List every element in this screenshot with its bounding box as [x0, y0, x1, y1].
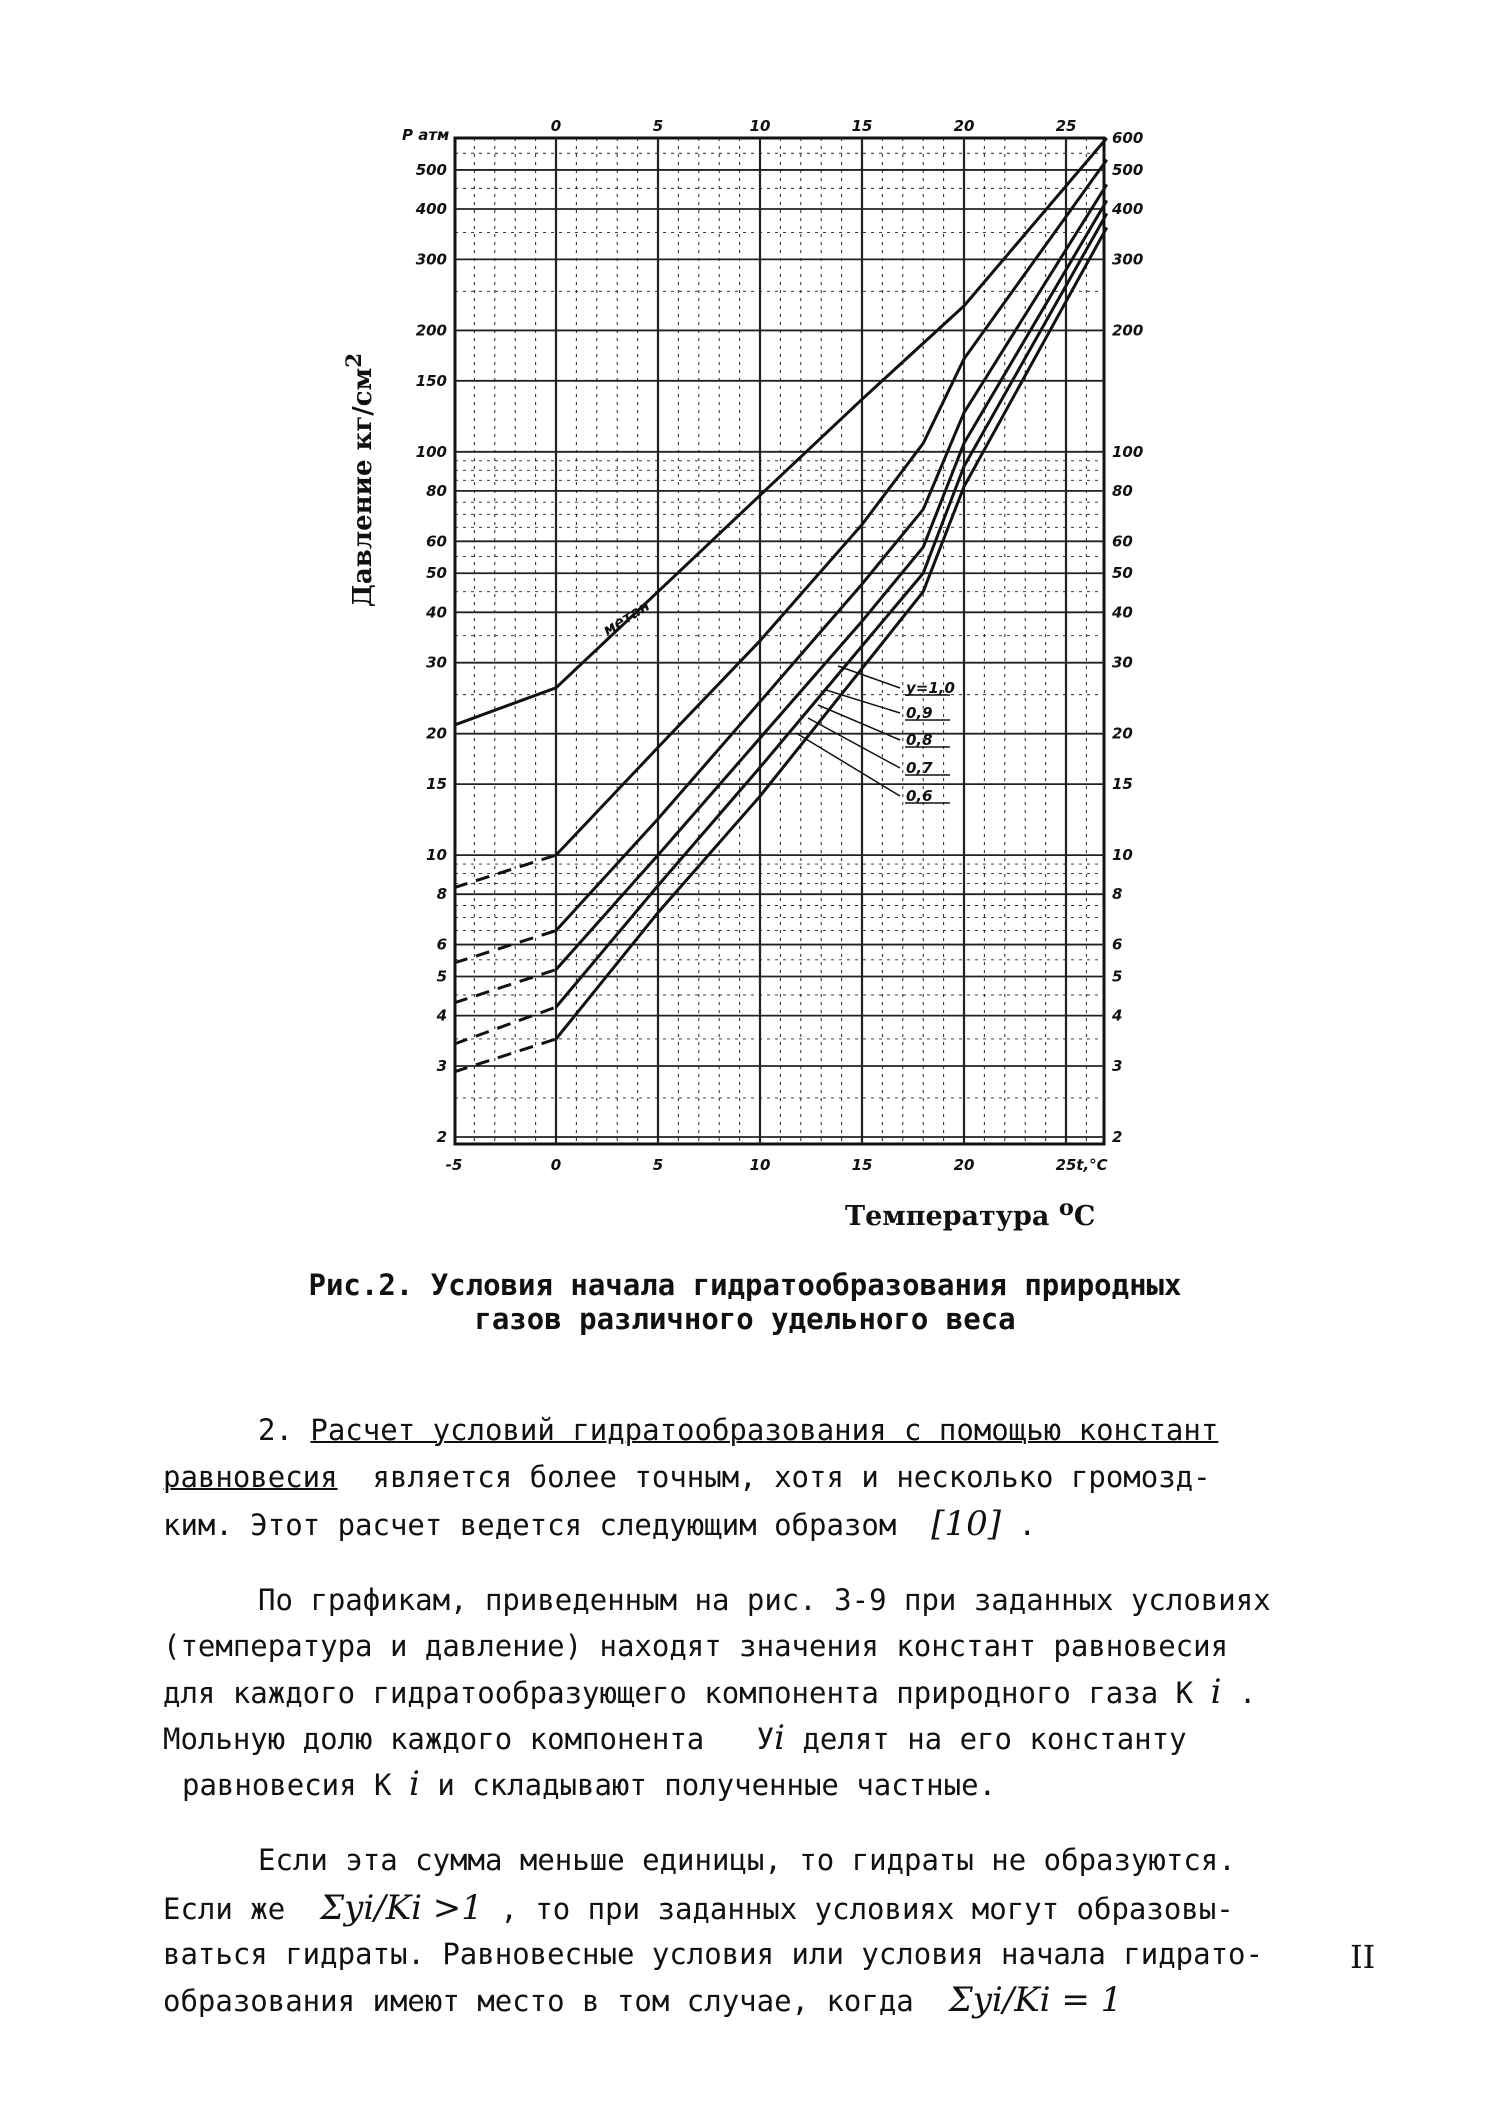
y-tick-left: 80 — [426, 481, 447, 500]
annotation-gravity: 0,7 — [906, 759, 933, 777]
formula-sum-gt-1: Σyi/Ki >1 — [320, 1888, 483, 1928]
para2-line4: Мольную долю каждого компонента Уi делят на его константу — [163, 1718, 1187, 1758]
y-tick-right: 4 — [1112, 1006, 1123, 1025]
y-tick-left: 10 — [426, 846, 447, 865]
annotation-leader — [796, 733, 900, 796]
y-tick-right: 400 — [1112, 200, 1144, 219]
y-tick-right: 6 — [1112, 935, 1123, 954]
y-tick-left: 500 — [415, 160, 447, 179]
y-tick-left: 20 — [426, 724, 447, 743]
y-tick-right: 10 — [1112, 846, 1133, 865]
para3-line3: ваться гидраты. Равновесные условия или условия начала гидрато- — [163, 1937, 1263, 1971]
section2-line2: ким. Этот расчет ведется следующим образом [10] . — [163, 1504, 1036, 1544]
x-tick-bottom: 0 — [550, 1156, 562, 1174]
y-tick-left: 8 — [436, 885, 447, 904]
y-tick-left: 2 — [436, 1128, 447, 1146]
y-tick-left: 300 — [415, 250, 447, 269]
section2-heading-part2: равновесия — [163, 1460, 338, 1494]
y-tick-right: 60 — [1112, 532, 1133, 551]
y-tick-left: 50 — [426, 564, 447, 583]
section2-heading-part1: Расчет условий гидратообразования с помощью констант — [310, 1413, 1219, 1447]
y-tick-left: 100 — [415, 442, 447, 461]
annotation-gravity: 0,8 — [906, 731, 933, 749]
y-tick-left: 60 — [426, 532, 447, 551]
y-tick-right: 3 — [1112, 1056, 1123, 1075]
y-tick-left: 3 — [436, 1056, 447, 1075]
x-tick-bottom: 10 — [749, 1156, 771, 1174]
curve-dashed-0,6 — [454, 855, 556, 888]
y-tick-right: 80 — [1112, 481, 1133, 500]
para2-line2: (температура и давление) находят значения констант равновесия — [163, 1629, 1229, 1663]
page-number: II — [1350, 1938, 1376, 1976]
curve-0,6 — [556, 160, 1107, 855]
x-tick-top: 10 — [749, 117, 771, 135]
x-axis-title: Температура $^o$C — [845, 1195, 1096, 1232]
figure-caption-line1: Рис.2. Условия начала гидратообразования природных — [308, 1268, 1182, 1302]
y-axis-title: Давление $кг/см^2$ — [342, 352, 378, 608]
curve-dashed-0,7 — [454, 931, 556, 963]
para2-line3: для каждого гидратообразующего компонента природного газа К i . — [163, 1672, 1257, 1712]
curve-dashed-y=1,0 — [454, 1039, 556, 1072]
y-tick-right: 20 — [1112, 724, 1133, 743]
y-tick-left: 200 — [415, 321, 447, 340]
x-unit-label: t,°C — [1076, 1156, 1108, 1174]
x-tick-bottom: -5 — [445, 1156, 463, 1174]
y-tick-right: 50 — [1112, 564, 1133, 583]
para3-line4: образования имеют место в том случае, когда Σyi/Ki = 1 — [163, 1980, 1123, 2020]
x-tick-top: 25 — [1055, 117, 1077, 135]
y-tick-left: 4 — [436, 1006, 447, 1025]
y-tick-left: 30 — [426, 653, 447, 672]
y-tick-left: 150 — [415, 371, 447, 390]
para3-line2: Если же Σyi/Ki >1 , то при заданных условиях могут образовы- — [163, 1888, 1234, 1928]
x-tick-bottom: 20 — [953, 1156, 975, 1174]
section2-line1: равновесия является более точным, хотя и несколько громозд- — [163, 1460, 1211, 1494]
y-tick-right: 40 — [1112, 603, 1133, 622]
y-tick-right: 8 — [1112, 885, 1123, 904]
y-tick-left: 15 — [426, 775, 447, 794]
y-tick-right: 300 — [1112, 250, 1144, 269]
y-tick-left: 6 — [436, 935, 447, 954]
annotation-gravity: 0,9 — [906, 704, 933, 722]
x-tick-bottom: 15 — [851, 1156, 873, 1174]
para2-line1: По графикам, приведенным на рис. 3-9 при заданных условиях — [258, 1583, 1271, 1617]
annotation-leader — [818, 705, 900, 740]
annotation-gravity: y=1,0 — [906, 679, 955, 697]
annotation-gravity: 0,6 — [906, 787, 933, 805]
y-tick-right: 600 — [1112, 129, 1144, 147]
para3-line1: Если эта сумма меньше единицы, то гидраты не образуются. — [258, 1843, 1236, 1877]
x-tick-top: 0 — [550, 117, 562, 135]
y-tick-right: 5 — [1112, 967, 1123, 986]
curve-dashed-0,8 — [454, 970, 556, 1003]
x-tick-bottom: 5 — [652, 1156, 664, 1174]
y-unit-label: P атм — [402, 126, 450, 144]
formula-sum-eq-1: Σyi/Ki = 1 — [948, 1980, 1123, 2020]
x-tick-bottom: 25 — [1055, 1156, 1077, 1174]
plot-frame — [455, 138, 1104, 1144]
chart-grid — [455, 138, 1104, 1144]
y-tick-right: 30 — [1112, 653, 1133, 672]
y-tick-left: 40 — [426, 603, 447, 622]
y-tick-right: 200 — [1112, 321, 1144, 340]
x-tick-top: 15 — [851, 117, 873, 135]
x-tick-top: 20 — [953, 117, 975, 135]
annotation-leader — [808, 718, 900, 768]
y-tick-right: 500 — [1112, 160, 1144, 179]
y-tick-right: 2 — [1112, 1128, 1123, 1146]
section2-heading-line: 2. Расчет условий гидратообразования с помощью констант — [258, 1413, 1219, 1447]
y-tick-right: 100 — [1112, 442, 1144, 461]
y-tick-left: 400 — [415, 200, 447, 219]
y-tick-left: 5 — [436, 967, 447, 986]
para2-line5: равновесия К i и складывают полученные частные. — [182, 1764, 997, 1804]
y-tick-right: 15 — [1112, 775, 1133, 794]
annotation-methane: метан — [599, 596, 653, 640]
figure-caption-line2: газов различного удельного веса — [474, 1302, 1016, 1336]
reference-10: [10] — [931, 1504, 1002, 1544]
x-tick-top: 5 — [652, 117, 664, 135]
